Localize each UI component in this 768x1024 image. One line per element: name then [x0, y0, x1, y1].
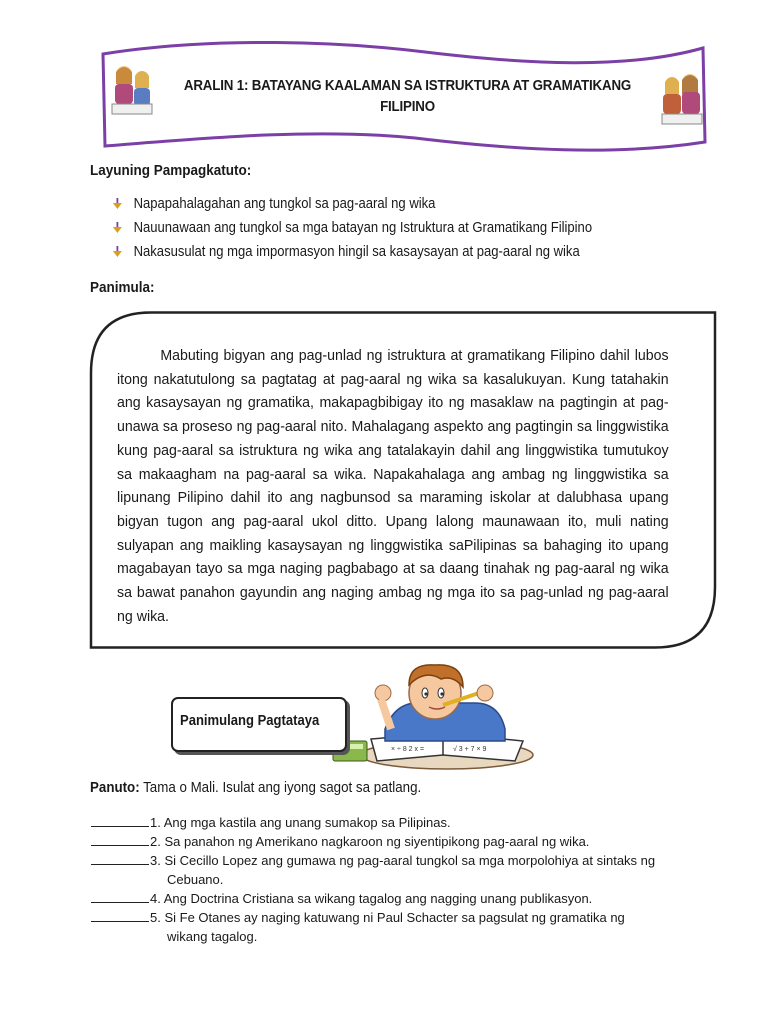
- assessment-label-box: [171, 697, 347, 752]
- students-reading-icon: [110, 62, 154, 118]
- question-item: 1. Ang mga kastila ang unang sumakop sa Pilipinas.: [91, 813, 691, 832]
- students-reading-icon: [660, 70, 704, 128]
- instructions-text: Tama o Mali. Isulat ang iyong sagot sa patlang.: [139, 780, 422, 796]
- svg-text:√ 3 + 7 × 9: √ 3 + 7 × 9: [453, 746, 487, 753]
- svg-text:× ÷ 8 2 x =: × ÷ 8 2 x =: [391, 746, 425, 753]
- answer-blank[interactable]: [91, 813, 149, 827]
- assessment-label: Panimulang Pagtataya: [180, 713, 320, 729]
- arrow-bullet-icon: [112, 198, 123, 210]
- arrow-bullet-icon: [112, 222, 123, 234]
- question-item: 3. Si Cecillo Lopez ang gumawa ng pag-aaral tungkol sa mga morpolohiya at sintaks ng Cebuano.: [91, 851, 691, 889]
- question-item: 4. Ang Doctrina Cristiana sa wikang tagalog ang nagging unang publikasyon.: [91, 889, 691, 908]
- question-item: 2. Sa panahon ng Amerikano nagkaroon ng siyentipikong pag-aaral ng wika.: [91, 832, 691, 851]
- intro-paragraph: Mabuting bigyan ang pag-unlad ng istruktura at gramatikang Filipino dahil lubos itong nakatutulong sa pagtatag at pag-aaral ng wika sa kasalukuyan. Kung tatahakin ang kasaysayan ng gramatika, makapagbibigay ito ng masaklaw na pagtingin at pag-unawa sa proseso ng pag-aaral nito. Mahalagang aspekto ang pagtingin sa linggwistika kung pag-aaral sa istruktura ng wika ang tatalakayin dahil ang linggwistika tumutukoy sa makaagham na pag-aaral sa wika. Napakahalaga ang ambag ng linggwistika sa lipunang Pilipino dahil ito ang nagbunsod sa maraming iskolar at dalubhasa upang bigyan tugon ang pag-aaral ukol ditto. Upang lalong maunawaan ito, muli nating sulyapan ang maikling kasaysayan ng linggwistika saPilipinas sa bahaging ito upang magabayan tayo sa mga naging pagbabago at sa daang tinahak ng pag-aaral ng wika sa bawat panahon gayundin ang naging ambag ng mga ito sa pag-unlad ng pag-aaral ng wika.: [117, 348, 669, 625]
- list-item: Napapahalagahan ang tungkol sa pag-aaral ng wika: [112, 193, 592, 217]
- question-item: 5. Si Fe Otanes ay naging katuwang ni Paul Schacter sa pagsulat ng gramatika ng wikang tagalog.: [91, 908, 691, 946]
- objectives-heading: Layuning Pampagkatuto:: [90, 162, 252, 179]
- student-studying-icon: [325, 663, 535, 771]
- instructions: [90, 780, 421, 796]
- answer-blank[interactable]: [91, 889, 149, 903]
- intro-heading: Panimula:: [90, 279, 155, 296]
- lesson-title: ARALIN 1: BATAYANG KAALAMAN SA ISTRUKTURA AT GRAMATIKANG FILIPINO: [183, 78, 632, 115]
- question-list: [91, 813, 691, 946]
- instructions-label: Panuto:: [90, 780, 140, 796]
- answer-blank[interactable]: [91, 908, 149, 922]
- list-item: Nakasusulat ng mga impormasyon hingil sa kasaysayan at pag-aaral ng wika: [112, 241, 592, 265]
- arrow-bullet-icon: [112, 246, 123, 258]
- list-item: Nauunawaan ang tungkol sa mga batayan ng Istruktura at Gramatikang Filipino: [112, 217, 592, 241]
- answer-blank[interactable]: [91, 832, 149, 846]
- objectives-list: [112, 193, 645, 265]
- answer-blank[interactable]: [91, 851, 149, 865]
